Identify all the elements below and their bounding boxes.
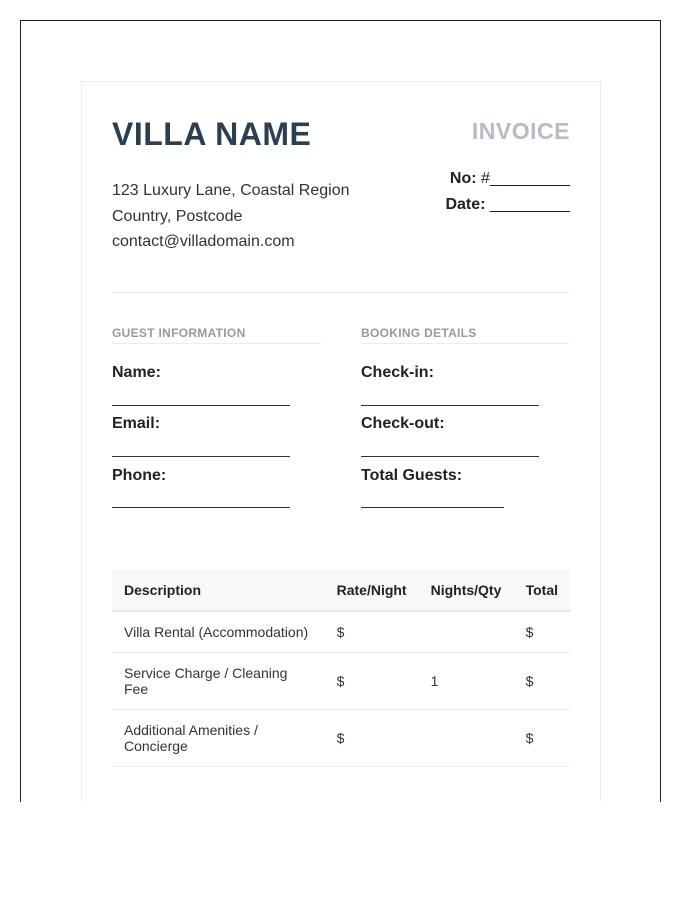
- col-rate: Rate/Night: [325, 570, 419, 611]
- table-row: [112, 652, 570, 709]
- total-guests-label: Total Guests:: [361, 467, 463, 484]
- invoice-date: [445, 196, 570, 214]
- guest-info-underline: [112, 343, 322, 344]
- checkout-label: Check-out:: [361, 415, 445, 432]
- invoice-items-table: [112, 570, 570, 767]
- checkin-label: Check-in:: [361, 364, 434, 381]
- guest-phone-label: Phone:: [112, 467, 167, 484]
- booking-details-underline: [361, 343, 570, 344]
- header-divider: [112, 292, 570, 293]
- address-line-2: Country, Postcode: [112, 208, 243, 225]
- col-description: Description: [112, 570, 325, 611]
- guest-email-label: Email:: [112, 415, 161, 432]
- booking-details-title: BOOKING DETAILS: [361, 326, 477, 340]
- row-total: $: [514, 611, 570, 652]
- row-total: $: [514, 709, 570, 766]
- row-rate: $: [325, 709, 419, 766]
- checkin-line[interactable]: [361, 405, 539, 406]
- table-row: [112, 709, 570, 766]
- row-qty: [419, 611, 514, 652]
- invoice-number-value: #_________: [481, 170, 570, 187]
- table-row: [112, 611, 570, 652]
- invoice-title: INVOICE: [471, 118, 570, 144]
- col-total: Total: [514, 570, 570, 611]
- row-total: $: [514, 652, 570, 709]
- invoice-date-value: _________: [489, 196, 570, 213]
- row-qty: 1: [419, 652, 514, 709]
- invoice-number: [450, 170, 570, 188]
- guest-phone-line[interactable]: [112, 507, 290, 508]
- guest-name-label: Name:: [112, 364, 161, 381]
- row-qty: [419, 709, 514, 766]
- contact-email: contact@villadomain.com: [112, 233, 295, 250]
- guest-email-line[interactable]: [112, 456, 290, 457]
- guest-info-title: GUEST INFORMATION: [112, 326, 246, 340]
- guest-name-line[interactable]: [112, 405, 290, 406]
- col-qty: Nights/Qty: [419, 570, 514, 611]
- invoice-number-label: No:: [449, 170, 477, 187]
- checkout-line[interactable]: [361, 456, 539, 457]
- villa-name: VILLA NAME: [112, 116, 312, 152]
- address-line-1: 123 Luxury Lane, Coastal Region: [112, 182, 350, 199]
- invoice-date-label: Date:: [445, 196, 486, 213]
- row-description: Service Charge / Cleaning Fee: [112, 652, 325, 709]
- total-guests-line[interactable]: [361, 507, 504, 508]
- row-description: Villa Rental (Accommodation): [112, 611, 325, 652]
- row-rate: $: [325, 611, 419, 652]
- row-rate: $: [325, 652, 419, 709]
- table-header-row: [112, 570, 570, 611]
- row-description: Additional Amenities / Concierge: [112, 709, 325, 766]
